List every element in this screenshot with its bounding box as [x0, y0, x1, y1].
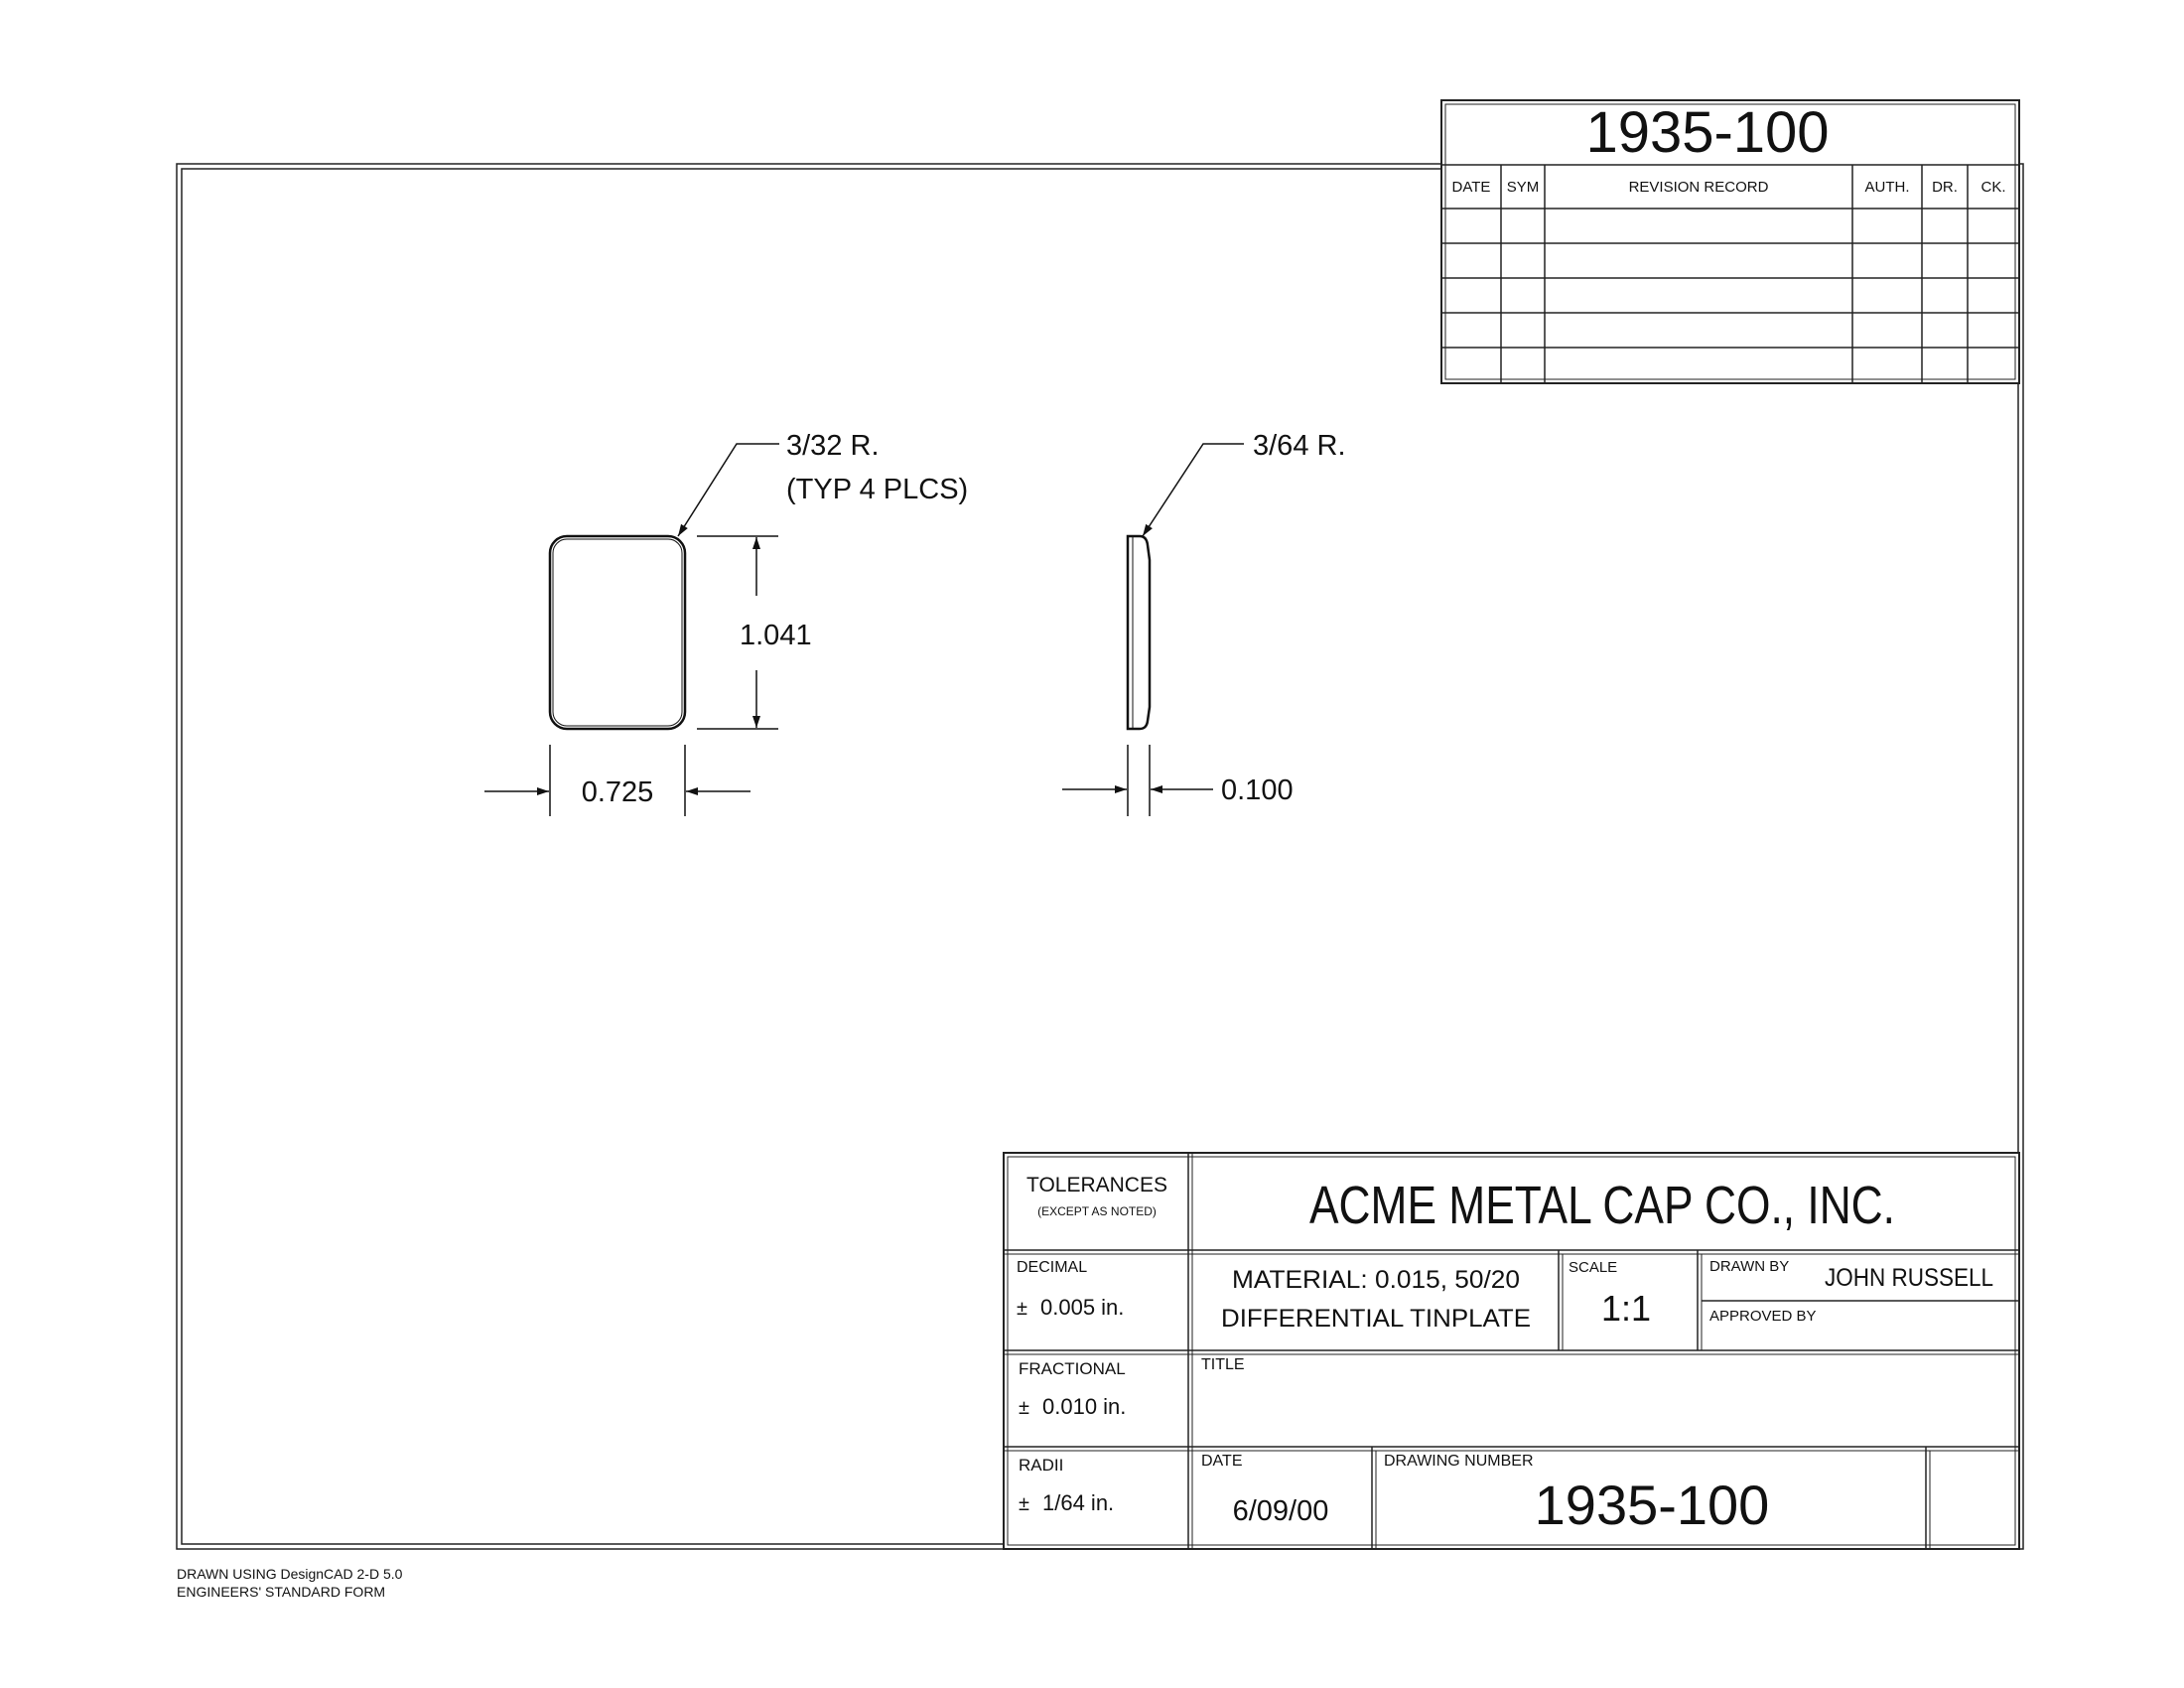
- rev-header-sym: SYM: [1506, 179, 1540, 196]
- decimal-label: DECIMAL: [1017, 1259, 1088, 1276]
- footer-line-1: DRAWN USING DesignCAD 2-D 5.0: [177, 1566, 403, 1582]
- radii-label: RADII: [1019, 1456, 1064, 1475]
- footer-line-2: ENGINEERS' STANDARD FORM: [177, 1584, 386, 1600]
- thickness-dimension-label: 0.100: [1221, 774, 1294, 806]
- scale-label: SCALE: [1569, 1259, 1618, 1276]
- side-radius-label: 3/64 R.: [1253, 430, 1346, 462]
- side-view-outline: [1128, 536, 1150, 729]
- front-radius-leader: [678, 444, 779, 536]
- front-radius-note: (TYP 4 PLCS): [786, 474, 969, 505]
- rev-header-dr: DR.: [1932, 179, 1958, 196]
- rev-header-auth: AUTH.: [1864, 179, 1910, 196]
- fractional-plus-minus: ±: [1019, 1397, 1029, 1419]
- date-label: DATE: [1201, 1453, 1243, 1470]
- drawing-number: 1935-100: [1534, 1474, 1770, 1536]
- tolerances-label: TOLERANCES: [1026, 1174, 1167, 1196]
- radii-value: 1/64 in.: [1042, 1490, 1115, 1515]
- rev-header-date: DATE: [1451, 179, 1491, 196]
- side-radius-leader: [1143, 444, 1244, 536]
- revision-drawing-number: 1935-100: [1585, 100, 1830, 165]
- approved-by-label: APPROVED BY: [1709, 1308, 1817, 1325]
- fractional-label: FRACTIONAL: [1019, 1359, 1126, 1378]
- material-line-1: MATERIAL: 0.015, 50/20: [1232, 1266, 1520, 1294]
- thickness-dimension: [1062, 745, 1213, 816]
- rev-header-record: REVISION RECORD: [1628, 179, 1769, 196]
- height-dimension-label: 1.041: [740, 620, 812, 651]
- drawn-by-value: JOHN RUSSELL: [1825, 1264, 1994, 1292]
- tolerances-note: (EXCEPT AS NOTED): [1037, 1204, 1157, 1218]
- width-dimension-label: 0.725: [581, 776, 654, 808]
- date-value: 6/09/00: [1232, 1495, 1329, 1527]
- front-radius-label: 3/32 R.: [786, 430, 880, 462]
- decimal-plus-minus: ±: [1017, 1298, 1027, 1320]
- scale-value: 1:1: [1600, 1288, 1652, 1329]
- drawn-by-label: DRAWN BY: [1709, 1258, 1790, 1275]
- company-name: ACME METAL CAP CO., INC.: [1309, 1176, 1895, 1235]
- fractional-value: 0.010 in.: [1042, 1394, 1127, 1419]
- decimal-value: 0.005 in.: [1040, 1295, 1125, 1320]
- rev-header-ck: CK.: [1980, 179, 2006, 196]
- drawing-number-label: DRAWING NUMBER: [1384, 1453, 1534, 1470]
- material-line-2: DIFFERENTIAL TINPLATE: [1221, 1305, 1531, 1333]
- front-view-inner-outline: [553, 539, 682, 726]
- title-label: TITLE: [1201, 1356, 1245, 1373]
- radii-plus-minus: ±: [1019, 1493, 1029, 1515]
- front-view-outline: [550, 536, 685, 729]
